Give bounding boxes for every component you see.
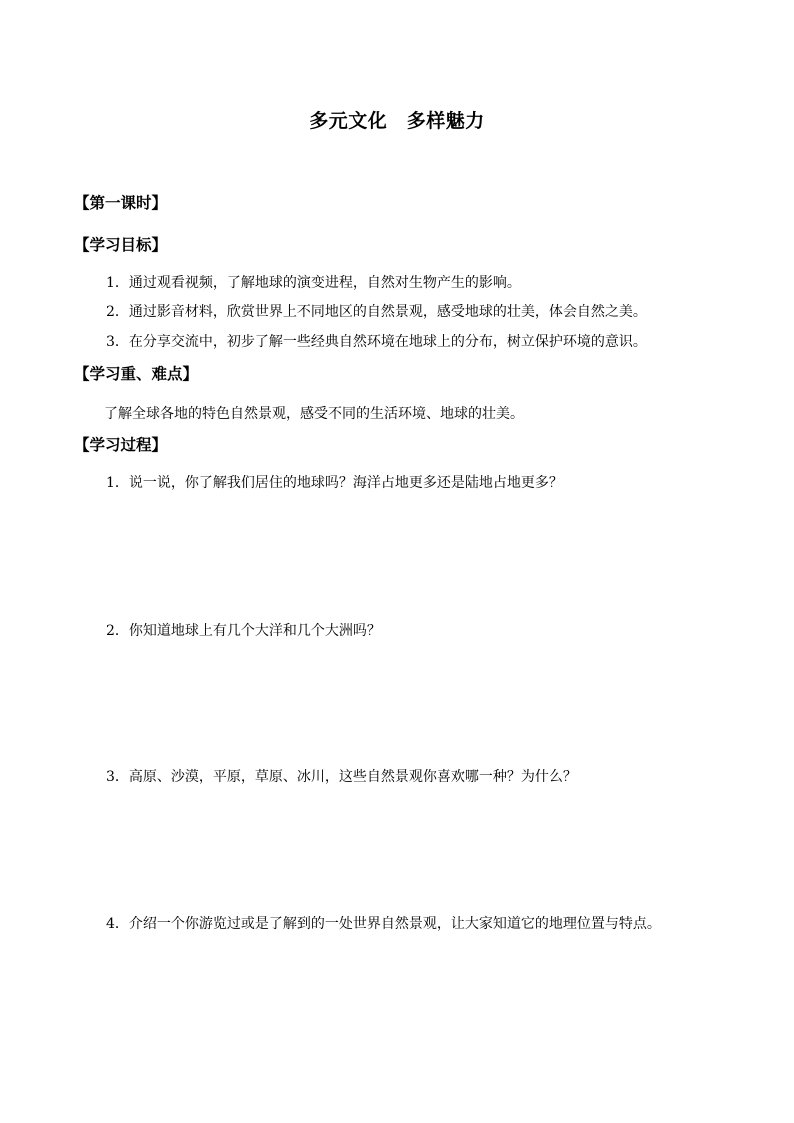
question-number: 1． [106, 475, 129, 491]
question-item [106, 472, 563, 492]
goal-item [106, 331, 647, 351]
question-number: 2． [106, 623, 129, 639]
goal-item [106, 301, 647, 321]
goal-text: 在分享交流中，初步了解一些经典自然环境在地球上的分布，树立保护环境的意识。 [128, 334, 647, 350]
question-item [106, 620, 381, 640]
key-points-heading: 【学习重、难点】 [74, 364, 199, 383]
question-text: 你知道地球上有几个大洋和几个大洲吗？ [128, 623, 381, 639]
question-number: 4． [106, 916, 129, 932]
goal-number: 3． [106, 334, 129, 350]
goals-heading: 【学习目标】 [74, 235, 168, 254]
lesson-heading: 【第一课时】 [74, 193, 168, 212]
process-heading: 【学习过程】 [74, 435, 168, 454]
question-item [106, 766, 577, 786]
goal-item [106, 272, 521, 292]
question-item [106, 913, 661, 933]
goal-text: 通过观看视频，了解地球的演变进程，自然对生物产生的影响。 [128, 275, 521, 291]
goal-number: 2． [106, 304, 129, 320]
question-text: 说一说，你了解我们居住的地球吗？海洋占地更多还是陆地占地更多？ [128, 475, 563, 491]
question-text: 高原、沙漠，平原，草原、冰川，这些自然景观你喜欢哪一种？为什么？ [128, 769, 577, 785]
question-number: 3． [106, 769, 129, 785]
page-title: 多元文化 多样魅力 [309, 110, 485, 132]
goal-number: 1． [106, 275, 129, 291]
key-points-text: 了解全球各地的特色自然景观，感受不同的生活环境、地球的壮美。 [104, 406, 524, 422]
question-text: 介绍一个你游览过或是了解到的一处世界自然景观，让大家知道它的地理位置与特点。 [128, 916, 661, 932]
goal-text: 通过影音材料，欣赏世界上不同地区的自然景观，感受地球的壮美，体会自然之美。 [128, 304, 647, 320]
